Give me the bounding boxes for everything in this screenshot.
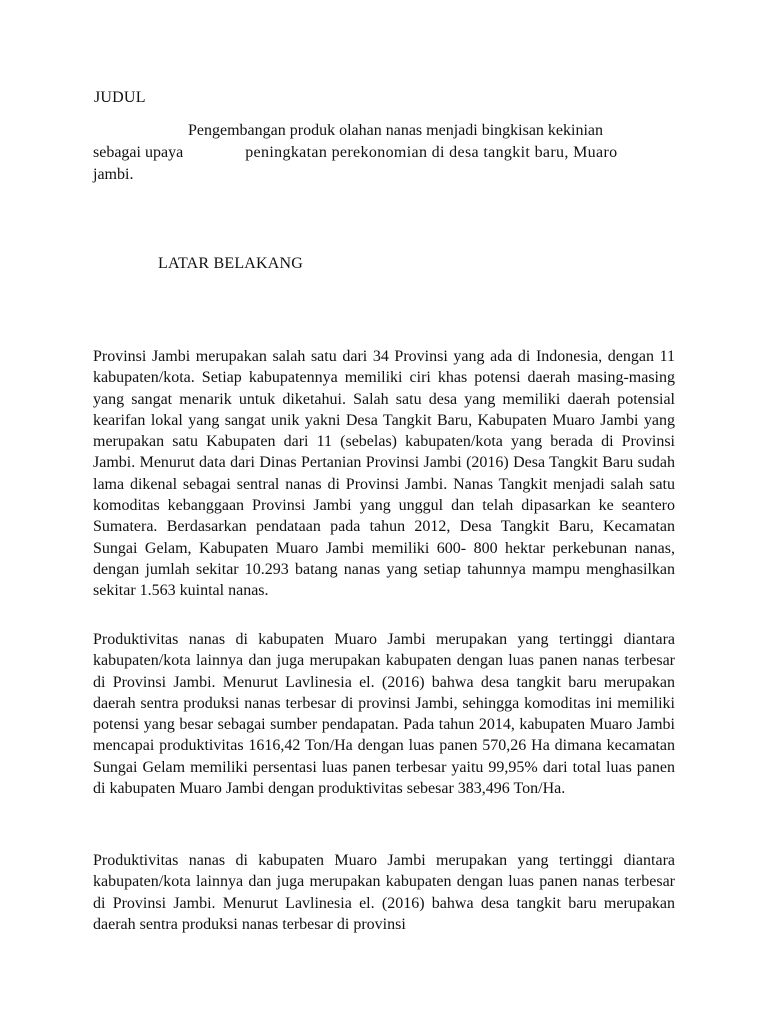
latar-belakang-heading: LATAR BELAKANG [158,255,304,272]
paragraph-1: Provinsi Jambi merupakan salah satu dari 34 Provinsi yang ada di Indonesia, dengan 11 kabupaten/kota. Setiap kabupatennya memiliki ciri khas potensi daerah masing-masing yang sangat menarik untuk diketahui. Salah satu desa yang memiliki daerah potensial kearifan lokal yang sangat unik yakni Desa Tangkit Baru, Kabupaten Muaro Jambi yang merupakan satu Kabupaten dari 11 (sebelas) kabupaten/kota yang berada di Provinsi Jambi. Menurut data dari Dinas Pertanian Provinsi Jambi (2016) Desa Tangkit Baru sudah lama dikenal sebagai sentral nanas di Provinsi Jambi. Nanas Tangkit menjadi salah satu komoditas kebanggaan Provinsi Jambi yang unggul dan telah dipasarkan ke seantero Sumatera. Berdasarkan pendataan pada tahun 2012, Desa Tangkit Baru, Kecamatan Sungai Gelam, Kabupaten Muaro Jambi memiliki 600- 800 hektar perkebunan nanas, dengan jumlah sekitar 10.293 batang nanas yang setiap tahunnya mampu menghasilkan sekitar 1.563 kuintal nanas. [93,348,675,600]
title-line-3: jambi. [93,166,134,183]
title-line-1: Pengembangan produk olahan nanas menjadi bingkisan kekinian [188,122,604,139]
title-line-2b: peningkatan perekonomian di desa tangkit baru, Muaro [245,144,618,161]
paragraph-3: Produktivitas nanas di kabupaten Muaro Jambi merupakan yang tertinggi diantara kabupaten/kota lainnya dan juga merupakan kabupaten dengan luas panen nanas terbesar di Provinsi Jambi. Menurut Lavlinesia el. (2016) bahwa desa tangkit baru merupakan daerah sentra produksi nanas terbesar di provinsi [93,852,675,933]
document-title [93,120,673,186]
paragraph-2: Produktivitas nanas di kabupaten Muaro Jambi merupakan yang tertinggi diantara kabupaten/kota lainnya dan juga merupakan kabupaten dengan luas panen nanas terbesar di Provinsi Jambi. Menurut Lavlinesia el. (2016) bahwa desa tangkit baru merupakan daerah sentra produksi nanas terbesar di provinsi Jambi, sehingga komoditas ini memiliki potensi yang besar sebagai sumber pendapatan. Pada tahun 2014, kabupaten Muaro Jambi mencapai produktivitas 1616,42 Ton/Ha dengan luas panen 570,26 Ha dimana kecamatan Sungai Gelam memiliki persentasi luas panen terbesar yaitu 99,95% dari total luas panen di kabupaten Muaro Jambi dengan produktivitas sebesar 383,496 Ton/Ha. [93,631,675,798]
title-line-2a: sebagai upaya [93,144,184,161]
judul-heading: JUDUL [94,89,146,106]
title-line-2 [93,142,673,164]
